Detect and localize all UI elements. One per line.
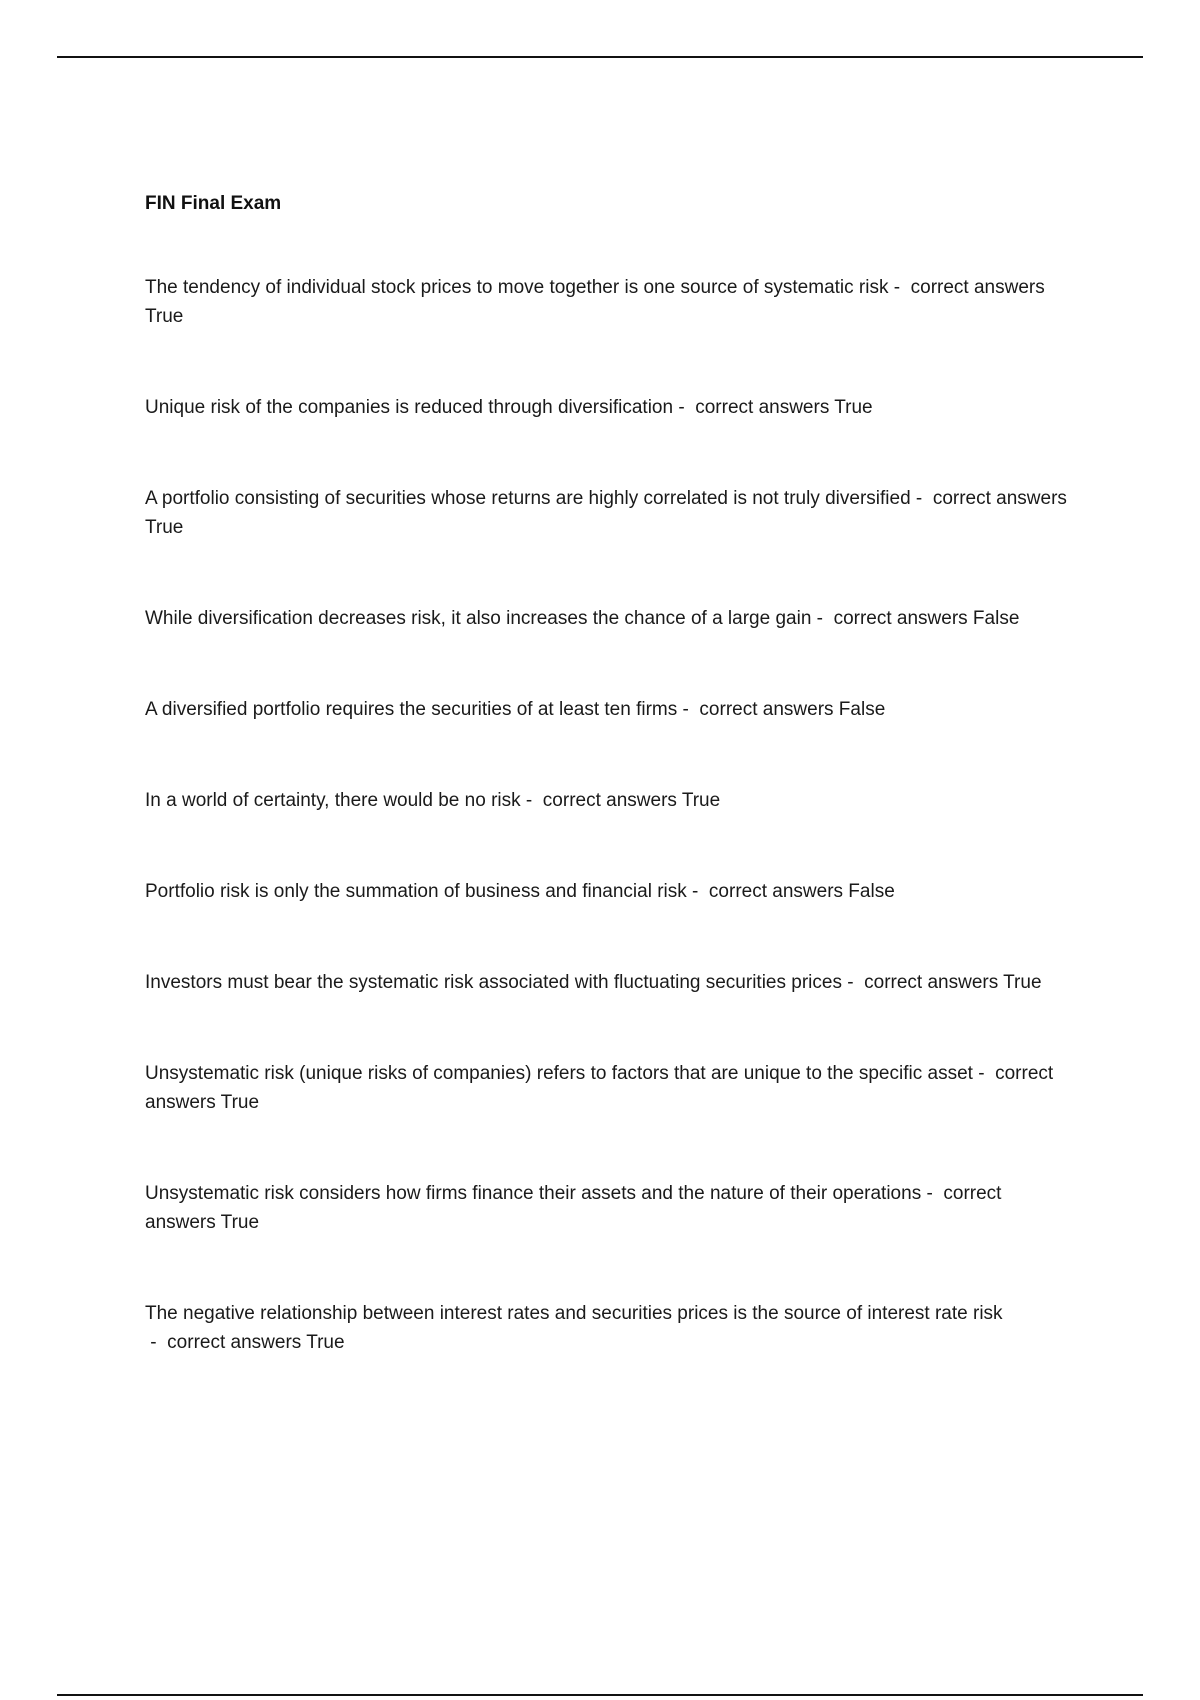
question-text: The tendency of individual stock prices to move together is one source of systematic risk <box>145 277 889 298</box>
answer-text: correct answers True <box>864 972 1042 993</box>
answer-text: correct answers True <box>145 1183 1002 1233</box>
separator: - <box>520 790 543 811</box>
question-text: In a world of certainty, there would be no risk <box>145 790 521 811</box>
question-item <box>145 695 1075 724</box>
question-item <box>145 393 1075 422</box>
question-text: Portfolio risk is only the summation of business and financial risk <box>145 881 687 902</box>
question-item <box>145 968 1075 997</box>
question-text: While diversification decreases risk, it also increases the chance of a large gain <box>145 608 812 629</box>
question-text: A portfolio consisting of securities whose returns are highly correlated is not truly diversified <box>145 488 911 509</box>
question-item <box>145 1299 1075 1357</box>
question-item <box>145 273 1075 331</box>
question-item <box>145 877 1075 906</box>
question-text: Unsystematic risk considers how firms finance their assets and the nature of their operations <box>145 1183 922 1204</box>
answer-text: correct answers True <box>167 1332 345 1353</box>
question-item <box>145 604 1075 633</box>
header-rule <box>57 56 1143 58</box>
separator: - <box>673 397 696 418</box>
separator: - <box>811 608 834 629</box>
answer-text: correct answers False <box>708 881 895 902</box>
question-text: A diversified portfolio requires the securities of at least ten firms <box>145 699 678 720</box>
answer-text: correct answers True <box>542 790 721 811</box>
separator: - <box>972 1063 996 1084</box>
answer-text: correct answers False <box>699 699 886 720</box>
question-text: Unsystematic risk (unique risks of companies) refers to factors that are unique to the specific asset <box>145 1063 973 1084</box>
answer-text: correct answers True <box>145 1063 1054 1113</box>
answer-text: correct answers True <box>695 397 873 418</box>
document-body <box>145 190 1075 1357</box>
footer-rule <box>57 1694 1143 1696</box>
answer-text: correct answers True <box>145 488 1067 538</box>
question-text: The negative relationship between interest rates and securities prices is the source of interest rate risk <box>145 1303 1003 1324</box>
separator: - <box>677 699 700 720</box>
separator: - <box>686 881 709 902</box>
question-list <box>145 273 1075 1357</box>
question-text: Investors must bear the systematic risk associated with fluctuating securities prices <box>145 972 842 993</box>
question-item <box>145 1059 1075 1117</box>
separator: - <box>910 488 933 509</box>
question-item <box>145 1179 1075 1237</box>
separator: - <box>888 277 911 298</box>
question-item <box>145 786 1075 815</box>
separator: - <box>921 1183 944 1204</box>
answer-text: correct answers False <box>833 608 1020 629</box>
separator: - <box>145 1332 168 1353</box>
document-title: FIN Final Exam <box>145 193 282 214</box>
question-text: Unique risk of the companies is reduced through diversification <box>145 397 674 418</box>
question-item <box>145 484 1075 542</box>
answer-text: correct answers True <box>145 277 1045 327</box>
separator: - <box>841 972 865 993</box>
